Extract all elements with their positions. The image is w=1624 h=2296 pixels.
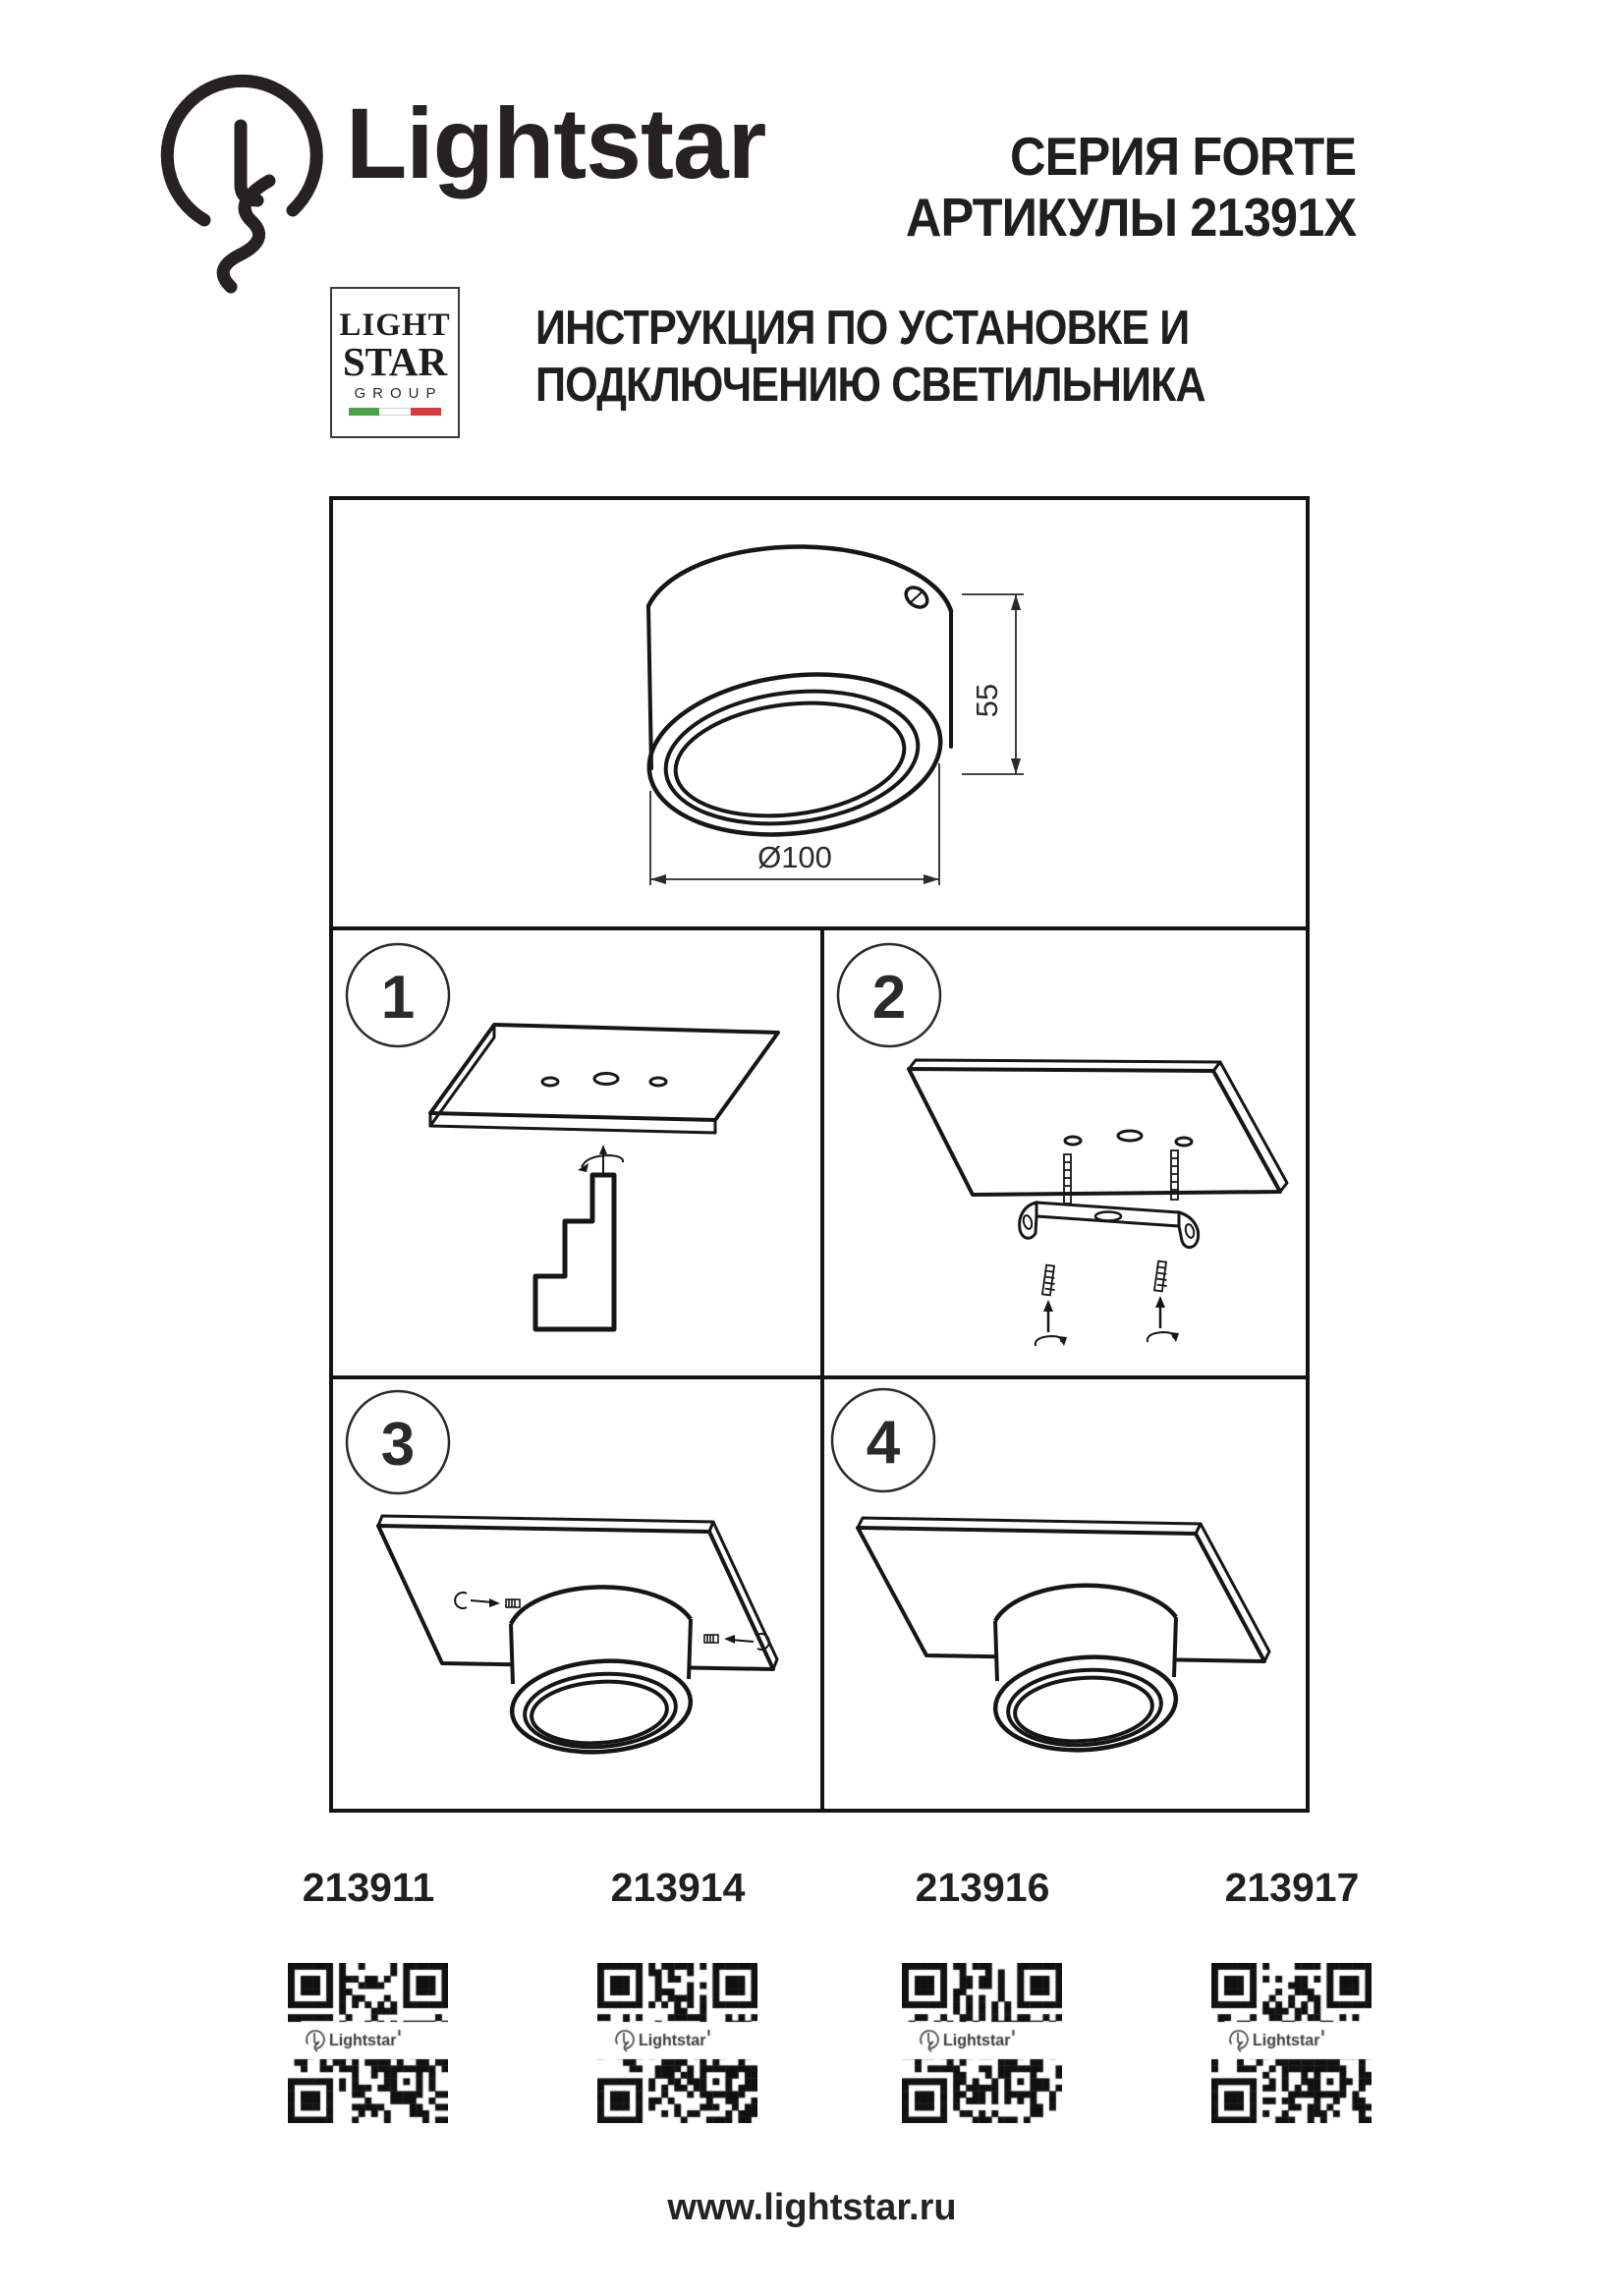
step-drill-icon [535, 1145, 623, 1329]
qr-code-0 [288, 1963, 448, 2123]
qr-code-3 [1211, 1963, 1372, 2123]
step-2-panel [827, 930, 1306, 1375]
document-title [535, 300, 1205, 414]
product-article: 213911 [302, 1865, 435, 1910]
lightstar-bulb-icon [145, 65, 342, 296]
ceiling-plate [430, 1025, 778, 1133]
step-3-panel [333, 1379, 820, 1809]
product-article: 213916 [915, 1865, 1050, 1910]
qr-code-1 [597, 1963, 757, 2123]
diagram-frame [329, 496, 1310, 1813]
step-number: 1 [380, 964, 416, 1032]
group-logo-light: LIGHT [339, 308, 451, 343]
series-title: СЕРИЯ FORTE [1009, 126, 1356, 187]
dimension-arrows [650, 594, 1021, 884]
brand-wordmark: Lightstar [346, 87, 766, 199]
fixture-drawing [333, 500, 1306, 926]
dim-height-label: 55 [970, 683, 1004, 718]
document-title-line1: ИНСТРУКЦИЯ ПО УСТАНОВКЕ И [535, 302, 1190, 355]
frame-divider-v [820, 926, 824, 1809]
rotation-arrow-icon [1036, 1332, 1179, 1346]
step-1-panel [333, 930, 820, 1375]
product-article: 213917 [1224, 1865, 1360, 1910]
group-logo-group: GROUP [354, 385, 443, 402]
screw-hole-icon [902, 584, 930, 611]
articles-subtitle: АРТИКУЛЫ 21391X [905, 187, 1356, 248]
italy-flag-icon [349, 408, 441, 416]
luminaire-cylinder [992, 1586, 1179, 1757]
italy-flag-green [349, 408, 379, 416]
mounting-bracket [1020, 1203, 1199, 1248]
step-4-panel [827, 1379, 1306, 1809]
italy-flag-white [379, 408, 410, 416]
product-article: 213914 [610, 1865, 746, 1910]
fixture-overview-panel [333, 500, 1306, 926]
italy-flag-red [411, 408, 441, 416]
step-number: 2 [871, 964, 907, 1032]
group-logo [330, 287, 460, 438]
website-url: www.lightstar.ru [667, 2187, 957, 2228]
group-logo-star: STAR [342, 339, 448, 384]
step-number: 3 [380, 1411, 416, 1479]
side-screw-left [455, 1593, 520, 1608]
document-title-line2: ПОДКЛЮЧЕНИЮ СВЕТИЛЬНИКА [535, 359, 1205, 412]
screw-icon [1042, 1261, 1169, 1296]
dimension-lines [650, 594, 1024, 885]
dim-diameter-label: Ø100 [757, 840, 832, 874]
insert-arrow-icon [1043, 1296, 1165, 1332]
series-block [906, 126, 1356, 248]
qr-code-2 [902, 1963, 1062, 2123]
step-number: 4 [866, 1409, 901, 1477]
luminaire-cylinder [640, 546, 951, 850]
luminaire-cylinder [509, 1587, 694, 1758]
ceiling-plate [909, 1060, 1287, 1195]
